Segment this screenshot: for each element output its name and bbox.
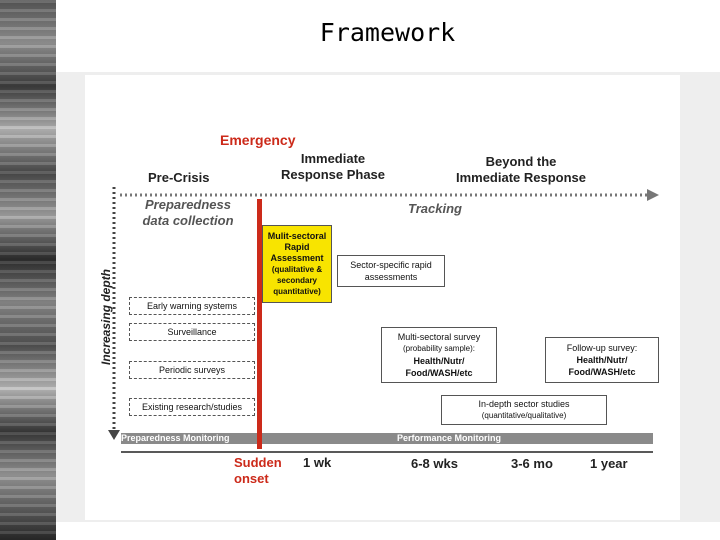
pre-crisis-label: Pre-Crisis	[148, 170, 210, 185]
performance-monitoring-label: Performance Monitoring	[397, 433, 502, 443]
preparedness-monitoring-label: Preparedness Monitoring	[121, 433, 230, 443]
photo-collage-strip	[0, 0, 56, 540]
in-depth-studies-box: In-depth sector studies (quantitative/qualitative)	[441, 395, 607, 425]
beyond-response-label: Beyond the Immediate Response	[455, 154, 587, 185]
surveillance-box: Surveillance	[129, 323, 255, 341]
slide-title: Framework	[319, 18, 456, 47]
immediate-response-label: Immediate Response Phase	[280, 151, 386, 182]
increasing-depth-label: Increasing depth	[99, 268, 113, 365]
tracking-label: Tracking	[408, 201, 462, 216]
emergency-label: Emergency	[220, 132, 296, 148]
depth-arrow-head	[108, 430, 120, 440]
existing-research-box: Existing research/studies	[129, 398, 255, 416]
sudden-onset-label: Sudden onset	[234, 455, 282, 486]
multi-sectoral-survey-box: Multi-sectoral survey (probability sample): Health/Nutr/ Food/WASH/etc	[381, 327, 497, 383]
periodic-surveys-box: Periodic surveys	[129, 361, 255, 379]
timeline-tick-3-6mo: 3-6 mo	[511, 456, 553, 471]
timeline-tick-6-8wks: 6-8 wks	[411, 456, 458, 471]
timeline-tick-1year: 1 year	[590, 456, 628, 471]
early-warning-box: Early warning systems	[129, 297, 255, 315]
rapid-assessment-box: Mulit-sectoral Rapid Assessment (qualitative & secondary quantitative)	[262, 225, 332, 303]
follow-up-survey-box: Follow-up survey: Health/Nutr/ Food/WASH/etc	[545, 337, 659, 383]
timeline-tick-1wk: 1 wk	[303, 455, 332, 470]
sector-rapid-box: Sector-specific rapid assessments	[337, 255, 445, 287]
tracking-arrow-head	[647, 189, 659, 201]
preparedness-collection-label: Preparedness data collection	[142, 197, 234, 228]
framework-diagram	[85, 75, 680, 520]
